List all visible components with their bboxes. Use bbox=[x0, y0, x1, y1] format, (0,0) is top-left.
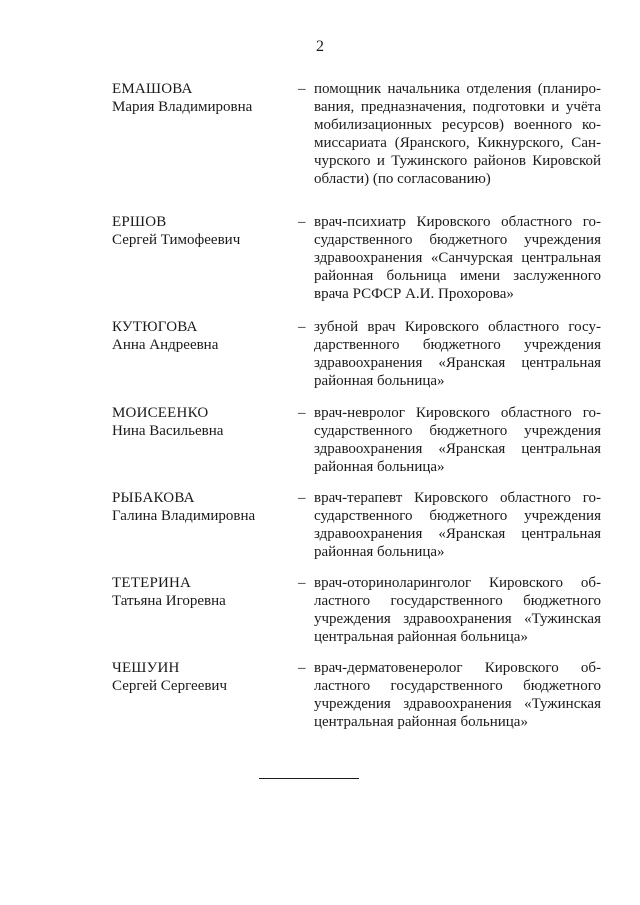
role-line: центральная районная больница» bbox=[314, 629, 528, 645]
person-given-names: Анна Андреевна bbox=[112, 337, 219, 353]
role-line: учреждения здравоохранения «Тужинская bbox=[314, 696, 601, 712]
person-name-block bbox=[112, 213, 287, 249]
role-line: врача РСФСР А.И. Прохорова» bbox=[314, 286, 514, 302]
role-line: учреждения здравоохранения «Тужинская bbox=[314, 611, 601, 627]
person-role bbox=[314, 574, 601, 646]
person-given-names: Галина Владимировна bbox=[112, 508, 256, 524]
person-surname: РЫБАКОВА bbox=[112, 490, 195, 506]
person-role bbox=[314, 80, 601, 188]
role-line: ластного государственного бюджетного bbox=[314, 678, 601, 694]
person-surname: ЕРШОВ bbox=[112, 214, 167, 230]
entry-dash: – bbox=[298, 575, 306, 591]
person-entry bbox=[112, 213, 612, 323]
person-surname: ТЕТЕРИНА bbox=[112, 575, 192, 591]
role-line: врач-невролог Кировского областного го- bbox=[314, 405, 601, 421]
person-name-block bbox=[112, 659, 287, 695]
role-line: сударственного бюджетного учреждения bbox=[314, 423, 601, 439]
role-line: врач-психиатр Кировского областного го- bbox=[314, 214, 601, 230]
entry-dash: – bbox=[298, 660, 306, 676]
entry-dash: – bbox=[298, 214, 306, 230]
role-line: чурского и Тужинского районов Кировской bbox=[314, 153, 601, 169]
person-name-block bbox=[112, 404, 287, 440]
person-role bbox=[314, 213, 601, 303]
person-role bbox=[314, 404, 601, 476]
person-entry bbox=[112, 659, 612, 769]
role-line: сударственного бюджетного учреждения bbox=[314, 508, 601, 524]
person-name-block bbox=[112, 80, 287, 116]
role-line: вания, предназначения, подготовки и учёта bbox=[314, 99, 601, 115]
closing-rule bbox=[259, 778, 359, 779]
role-line: зубной врач Кировского областного госу- bbox=[314, 319, 601, 335]
person-surname: ЕМАШОВА bbox=[112, 81, 193, 97]
role-line: врач-дерматовенеролог Кировского об- bbox=[314, 660, 601, 676]
role-line: здравоохранения «Яранская центральная bbox=[314, 355, 601, 371]
role-line: центральная районная больница» bbox=[314, 714, 528, 730]
person-role bbox=[314, 318, 601, 390]
role-line: районная больница» bbox=[314, 544, 445, 560]
person-role bbox=[314, 489, 601, 561]
role-line: ластного государственного бюджетного bbox=[314, 593, 601, 609]
entry-dash: – bbox=[298, 490, 306, 506]
role-line: миссариата (Яранского, Кикнурского, Сан- bbox=[314, 135, 601, 151]
role-line: мобилизационных ресурсов) военного ко- bbox=[314, 117, 601, 133]
person-given-names: Мария Владимировна bbox=[112, 99, 253, 115]
person-name-block bbox=[112, 318, 287, 354]
entry-dash: – bbox=[298, 319, 306, 335]
person-name-block bbox=[112, 489, 287, 525]
role-line: врач-оториноларинголог Кировского об- bbox=[314, 575, 601, 591]
person-surname: КУТЮГОВА bbox=[112, 319, 198, 335]
person-surname: МОИСЕЕНКО bbox=[112, 405, 209, 421]
person-entry bbox=[112, 80, 612, 190]
person-given-names: Сергей Сергеевич bbox=[112, 678, 228, 694]
role-line: помощник начальника отделения (планиро- bbox=[314, 81, 601, 97]
role-line: области) (по согласованию) bbox=[314, 171, 491, 187]
role-line: дарственного бюджетного учреждения bbox=[314, 337, 601, 353]
person-given-names: Татьяна Игоревна bbox=[112, 593, 226, 609]
role-line: районная больница имени заслуженного bbox=[314, 268, 601, 284]
entry-dash: – bbox=[298, 81, 306, 97]
role-line: районная больница» bbox=[314, 373, 445, 389]
person-name-block bbox=[112, 574, 287, 610]
role-line: районная больница» bbox=[314, 459, 445, 475]
person-given-names: Нина Васильевна bbox=[112, 423, 224, 439]
role-line: врач-терапевт Кировского областного го- bbox=[314, 490, 601, 506]
person-role bbox=[314, 659, 601, 731]
page-number: 2 bbox=[316, 38, 324, 55]
role-line: здравоохранения «Санчурская центральная bbox=[314, 250, 601, 266]
role-line: здравоохранения «Яранская центральная bbox=[314, 441, 601, 457]
entry-dash: – bbox=[298, 405, 306, 421]
role-line: здравоохранения «Яранская центральная bbox=[314, 526, 601, 542]
role-line: сударственного бюджетного учреждения bbox=[314, 232, 601, 248]
person-surname: ЧЕШУИН bbox=[112, 660, 180, 676]
person-given-names: Сергей Тимофеевич bbox=[112, 232, 241, 248]
